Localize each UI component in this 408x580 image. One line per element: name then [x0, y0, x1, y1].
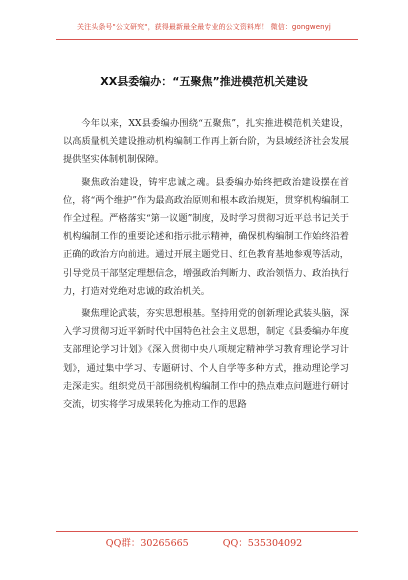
document-body	[63, 115, 349, 418]
footer-contacts	[0, 535, 408, 549]
footer-qq-group: QQ群：30265665	[105, 538, 189, 549]
paragraph-political-building: 聚焦政治建设，铸牢忠诚之魂。县委编办始终把政治建设摆在首位，将“两个维护”作为最高政治原则和根本政治规矩，贯穿机构编制工作全过程。严格落实“第一议题”制度，及时学习贯彻习近平总书记关于机构编制工作的重要论述和指示批示精神，确保机构编制工作始终沿着正确的政治方向前进。通过开展主题党日、红色教育基地参观等活动，引导党员干部坚定理想信念，增强政治判断力、政治领悟力、政治执行力，打造对党绝对忠诚的政治机关。	[63, 176, 349, 297]
paragraph-theory-study: 聚焦理论武装，夯实思想根基。坚持用党的创新理论武装头脑，深入学习贯彻习近平新时代中国特色社会主义思想，制定《县委编办年度支部理论学习计划》《深入贯彻中央八项规定精神学习教育理论学习计划》，通过集中学习、专题研讨、个人自学等多种方式，推动理论学习走深走实。组织党员干部围绕机构编制工作中的热点难点问题进行研讨交流，切实将学习成果转化为推动工作的思路	[63, 308, 349, 411]
document-title: XX县委编办：“五聚焦”推进模范机关建设	[100, 75, 308, 88]
paragraph-intro: 今年以来，XX县委编办围绕“五聚焦”，扎实推进模范机关建设，以高质量机关建设推动机构编制工作再上新台阶，为县域经济社会发展提供坚实体制机制保障。	[63, 118, 349, 166]
header-divider	[56, 39, 358, 40]
footer-qq-number: QQ：535304092	[222, 538, 303, 549]
footer-divider	[56, 531, 358, 532]
header-banner: 关注头条号"公文研究"，获得最新最全最专业的公文资料库！ 微信：gongwenyj	[77, 23, 331, 31]
